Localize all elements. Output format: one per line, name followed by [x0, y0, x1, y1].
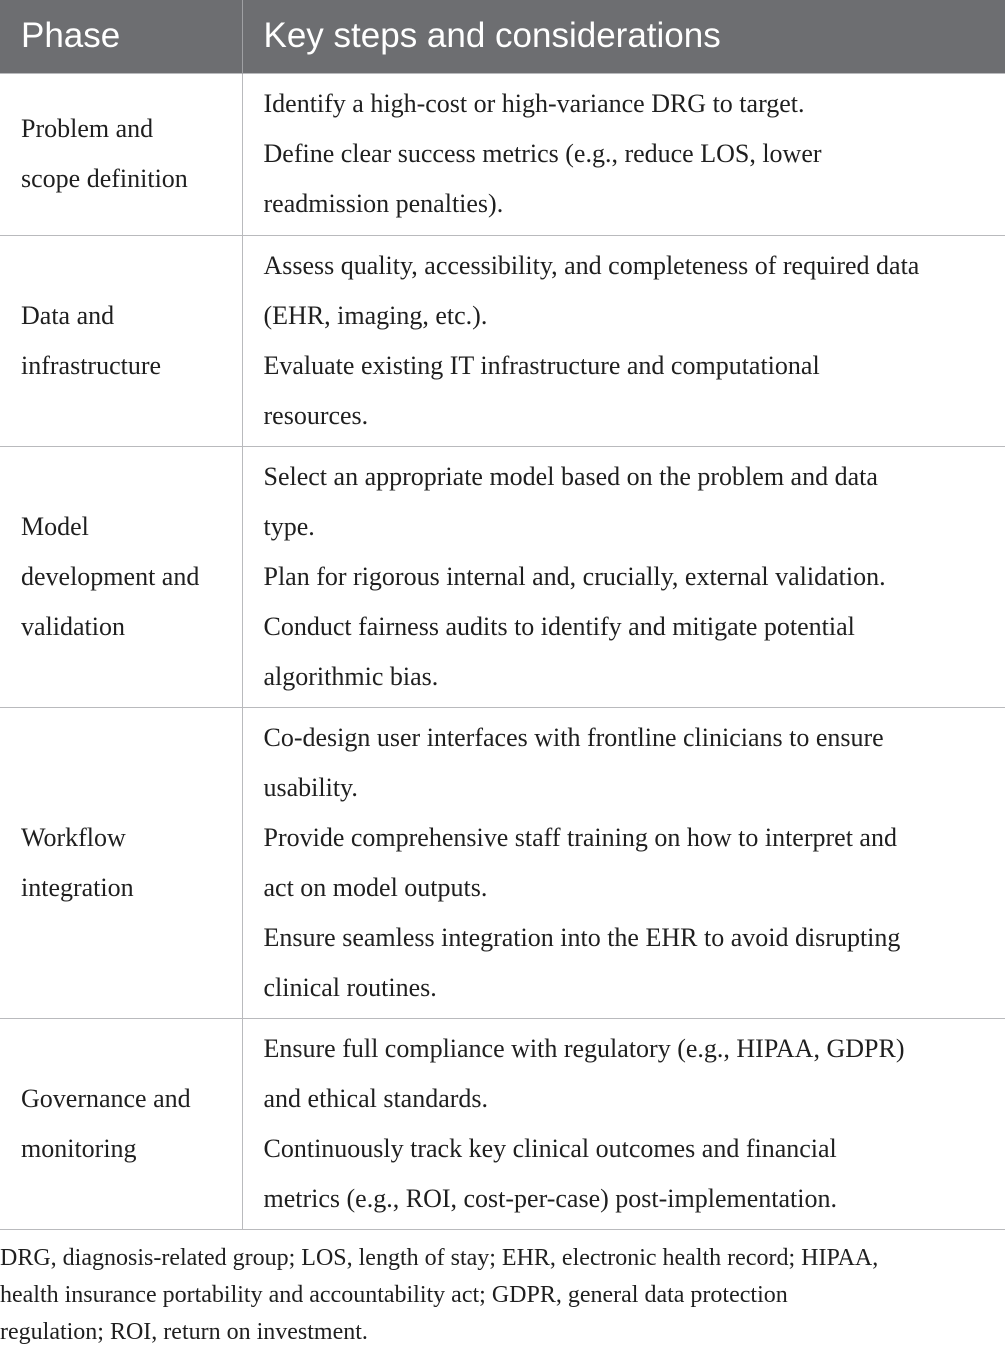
step-line: Evaluate existing IT infrastructure and computational: [263, 350, 820, 380]
step-line: Ensure full compliance with regulatory (e.g., HIPAA, GDPR): [263, 1033, 905, 1063]
step-line: type.: [263, 511, 315, 541]
step-line: Select an appropriate model based on the problem and data: [263, 461, 878, 491]
phase-line: Problem and: [21, 114, 154, 143]
step-line: Identify a high-cost or high-variance DRG to target.: [263, 89, 805, 118]
phase-cell: [0, 73, 242, 235]
phase-line: validation: [21, 611, 125, 641]
phase-line: scope definition: [21, 164, 188, 193]
table-row: [0, 1018, 1005, 1229]
step-line: algorithmic bias.: [263, 661, 439, 691]
footnote-line: health insurance portability and accountability act; GDPR, general data protection: [0, 1282, 788, 1308]
step-line: Continuously track key clinical outcomes and financial: [263, 1133, 837, 1163]
footnote-line: regulation; ROI, return on investment.: [0, 1319, 368, 1345]
table-header: [0, 0, 1005, 73]
steps-cell: [242, 1018, 1005, 1229]
footnote-line: DRG, diagnosis-related group; LOS, length of stay; EHR, electronic health record; HIPAA,: [0, 1245, 879, 1271]
step-line: clinical routines.: [263, 972, 437, 1002]
phase-line: development and: [21, 561, 200, 591]
phase-cell: [0, 446, 242, 707]
table-row: [0, 446, 1005, 707]
step-line: and ethical standards.: [263, 1083, 489, 1113]
steps-cell: [242, 707, 1005, 1018]
phase-line: integration: [21, 872, 134, 902]
step-line: Define clear success metrics (e.g., reduce LOS, lower: [263, 139, 822, 168]
step-line: Co-design user interfaces with frontline clinicians to ensure: [263, 722, 884, 752]
phase-line: Workflow: [21, 822, 126, 852]
table-row: [0, 235, 1005, 446]
phase-line: Model: [21, 511, 89, 541]
phase-cell: [0, 235, 242, 446]
step-line: resources.: [263, 400, 369, 430]
phase-line: infrastructure: [21, 350, 162, 380]
step-line: Assess quality, accessibility, and completeness of required data: [263, 250, 920, 280]
phase-cell: [0, 1018, 242, 1229]
table-row: [0, 707, 1005, 1018]
step-line: act on model outputs.: [263, 872, 488, 902]
step-line: Plan for rigorous internal and, crucially, external validation.: [263, 561, 886, 591]
step-line: Conduct fairness audits to identify and mitigate potential: [263, 611, 855, 641]
phase-line: monitoring: [21, 1133, 137, 1163]
step-line: Provide comprehensive staff training on how to interpret and: [263, 822, 897, 852]
table-body: [0, 73, 1005, 1229]
steps-cell: [242, 446, 1005, 707]
step-line: (EHR, imaging, etc.).: [263, 300, 488, 330]
phase-cell: [0, 707, 242, 1018]
step-line: readmission penalties).: [263, 189, 504, 218]
header-phase: Phase: [0, 0, 242, 73]
table-row: [0, 73, 1005, 235]
steps-cell: [242, 73, 1005, 235]
phase-line: Data and: [21, 300, 115, 330]
steps-cell: [242, 235, 1005, 446]
step-line: usability.: [263, 772, 358, 802]
phase-line: Governance and: [21, 1083, 191, 1113]
header-row: [0, 0, 1005, 73]
table-footnote: [0, 1240, 1000, 1351]
header-key-steps: Key steps and considerations: [242, 0, 1005, 73]
step-line: metrics (e.g., ROI, cost-per-case) post-implementation.: [263, 1183, 837, 1213]
step-line: Ensure seamless integration into the EHR to avoid disrupting: [263, 922, 901, 952]
